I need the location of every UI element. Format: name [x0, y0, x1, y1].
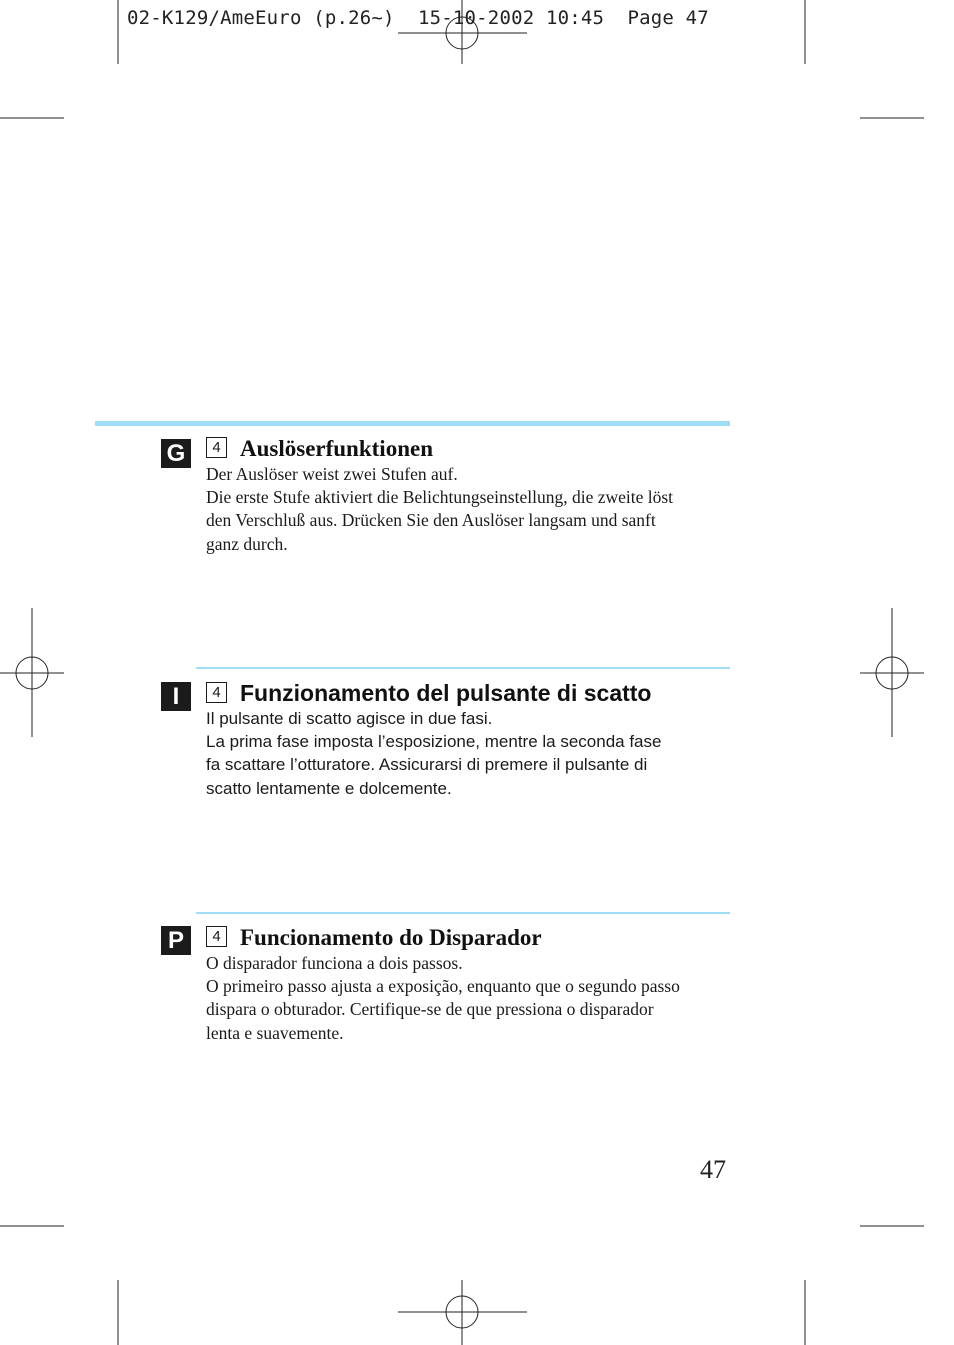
language-badge-p: P: [161, 926, 191, 955]
body-line: ganz durch.: [206, 533, 288, 554]
body-line: Il pulsante di scatto agisce in due fasi.: [206, 709, 493, 728]
body-line: fa scattare l’otturatore. Assicurarsi di premere il pulsante di: [206, 755, 648, 775]
step-number-box: 4: [206, 926, 227, 947]
body-line: Der Auslöser weist zwei Stufen auf.: [206, 464, 458, 484]
body-line: den Verschluß aus. Drücken Sie den Auslöser langsam und sanft: [206, 510, 656, 531]
registration-mark-top: [398, 0, 527, 64]
body-line: dispara o obturador. Certifique-se de que pressiona o disparador: [206, 999, 654, 1020]
section-rule: [196, 667, 730, 669]
section-heading-portuguese: Funcionamento do Disparador: [240, 925, 542, 950]
section-body-italian: [206, 707, 731, 800]
section-heading-italian: Funzionamento del pulsante di scatto: [240, 680, 652, 706]
registration-mark-left: [0, 608, 64, 737]
step-number-box: 4: [206, 437, 227, 458]
registration-mark-right: [860, 608, 924, 737]
section-rule: [196, 912, 730, 914]
section-heading-german: Auslöserfunktionen: [240, 436, 433, 461]
body-line: O disparador funciona a dois passos.: [206, 953, 463, 973]
language-badge-g: G: [161, 439, 191, 468]
print-slug: 02-K129/AmeEuro (p.26~) 15-10-2002 10:45 Page 47: [127, 7, 709, 29]
body-line: lenta e suavemente.: [206, 1022, 344, 1043]
section-body-german: [206, 463, 731, 556]
language-badge-i: I: [161, 682, 191, 711]
section-body-portuguese: [206, 952, 731, 1045]
page-number: 47: [700, 1155, 726, 1184]
body-line: scatto lentamente e dolcemente.: [206, 778, 452, 798]
body-line: O primeiro passo ajusta a exposição, enquanto que o segundo passo: [206, 976, 680, 997]
step-number-box: 4: [206, 682, 227, 703]
section-rule: [95, 421, 730, 426]
body-line: Die erste Stufe aktiviert die Belichtungseinstellung, die zweite löst: [206, 487, 674, 508]
body-line: La prima fase imposta l’esposizione, mentre la seconda fase: [206, 732, 662, 752]
registration-mark-bottom: [398, 1280, 527, 1345]
